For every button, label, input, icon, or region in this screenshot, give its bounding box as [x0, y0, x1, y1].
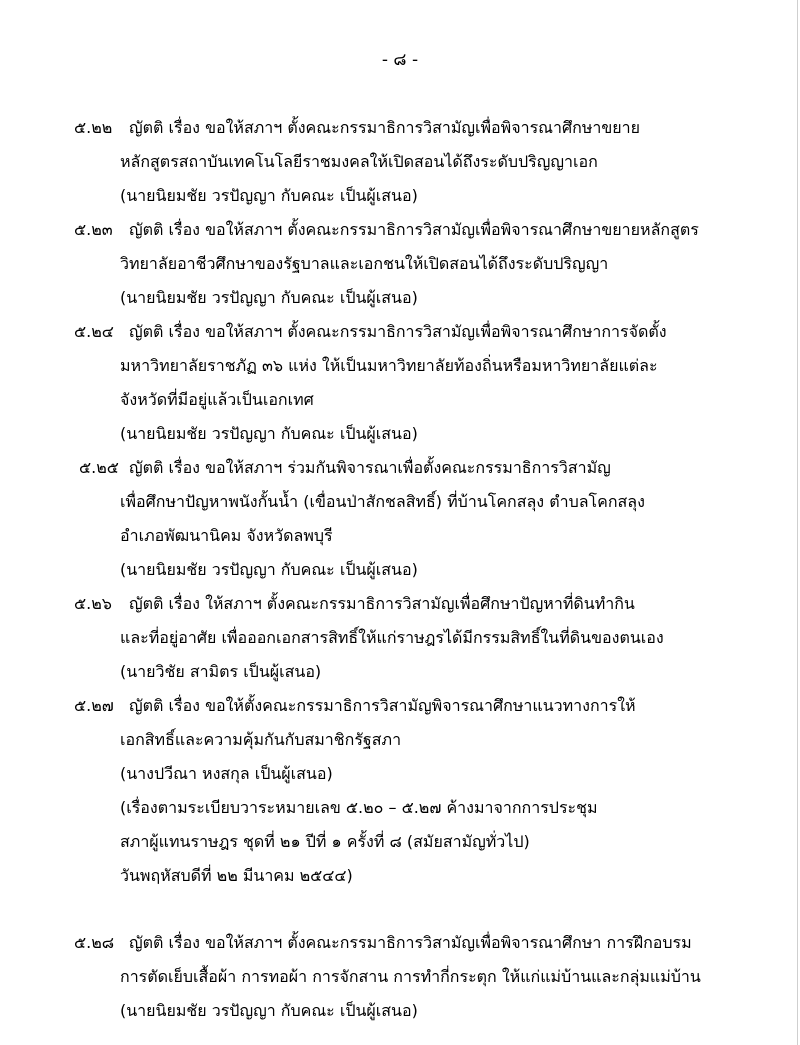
- page-number: - ๘ -: [381, 50, 419, 70]
- item-title-line: ญัตติ เรื่อง ขอให้ตั้งคณะกรรมาธิการวิสามัญพิจารณาศึกษาแนวทางการให้: [129, 696, 636, 715]
- item-proposer: (นางปวีณา หงสกุล เป็นผู้เสนอ): [120, 764, 333, 783]
- item-proposer: (นายนิยมชัย วรปัญญา กับคณะ เป็นผู้เสนอ): [120, 1001, 418, 1020]
- item-number: ๕.๒๖: [74, 594, 112, 613]
- item-title-line: จังหวัดที่มีอยู่แล้วเป็นเอกเทศ: [120, 390, 314, 409]
- item-title-line: ญัตติ เรื่อง ขอให้สภาฯ ตั้งคณะกรรมาธิการวิสามัญเพื่อพิจารณาศึกษาขยาย: [129, 118, 641, 137]
- item-note-line: วันพฤหัสบดีที่ ๒๒ มีนาคม ๒๕๔๔): [120, 866, 353, 885]
- item-proposer: (นายนิยมชัย วรปัญญา กับคณะ เป็นผู้เสนอ): [120, 560, 418, 579]
- page-edge: [797, 0, 798, 1045]
- item-note-line: สภาผู้แทนราษฎร ชุดที่ ๒๑ ปีที่ ๑ ครั้งที่ ๘ (สมัยสามัญทั่วไป): [120, 832, 530, 851]
- item-title-line: การตัดเย็บเสื้อผ้า การทอผ้า การจักสาน การทำกี่กระตุก ให้แก่แม่บ้านและกลุ่มแม่บ้าน: [120, 967, 701, 986]
- item-note-line: (เรื่องตามระเบียบวาระหมายเลข ๕.๒๐ – ๕.๒๗ ค้างมาจากการประชุม: [120, 798, 598, 817]
- item-proposer: (นายนิยมชัย วรปัญญา กับคณะ เป็นผู้เสนอ): [120, 424, 418, 443]
- item-proposer: (นายนิยมชัย วรปัญญา กับคณะ เป็นผู้เสนอ): [120, 186, 418, 205]
- item-title-line: ญัตติ เรื่อง ให้สภาฯ ตั้งคณะกรรมาธิการวิสามัญเพื่อศึกษาปัญหาที่ดินทำกิน: [129, 594, 635, 613]
- item-number: ๕.๒๗: [74, 696, 114, 715]
- item-number: ๕.๒๒: [74, 118, 113, 137]
- item-number: ๕.๒๘: [74, 933, 115, 952]
- item-title-line: ญัตติ เรื่อง ขอให้สภาฯ ตั้งคณะกรรมาธิการวิสามัญเพื่อพิจารณาศึกษาการจัดตั้ง: [129, 322, 667, 341]
- item-proposer: (นายนิยมชัย วรปัญญา กับคณะ เป็นผู้เสนอ): [120, 288, 418, 307]
- item-title-line: ญัตติ เรื่อง ขอให้สภาฯ ร่วมกันพิจารณาเพื่อตั้งคณะกรรมาธิการวิสามัญ: [129, 458, 611, 477]
- item-title-line: อำเภอพัฒนานิคม จังหวัดลพบุรี: [120, 526, 333, 545]
- item-title-line: เอกสิทธิ์และความคุ้มกันกับสมาชิกรัฐสภา: [120, 730, 402, 749]
- item-number: ๕.๒๕: [79, 458, 119, 477]
- item-proposer: (นายวิชัย สามิตร เป็นผู้เสนอ): [120, 662, 322, 681]
- item-title-line: หลักสูตรสถาบันเทคโนโลยีราชมงคลให้เปิดสอนได้ถึงระดับปริญญาเอก: [120, 152, 598, 171]
- item-title-line: ญัตติ เรื่อง ขอให้สภาฯ ตั้งคณะกรรมาธิการวิสามัญเพื่อพิจารณาศึกษาขยายหลักสูตร: [129, 220, 699, 239]
- item-title-line: ญัตติ เรื่อง ขอให้สภาฯ ตั้งคณะกรรมาธิการวิสามัญเพื่อพิจารณาศึกษา การฝึกอบรม: [129, 933, 692, 952]
- item-title-line: มหาวิทยาลัยราชภัฏ ๓๖ แห่ง ให้เป็นมหาวิทยาลัยท้องถิ่นหรือมหาวิทยาลัยแต่ละ: [120, 356, 658, 375]
- item-number: ๕.๒๓: [74, 220, 113, 239]
- item-number: ๕.๒๔: [74, 322, 114, 341]
- item-title-line: เพื่อศึกษาปัญหาพนังกั้นน้ำ (เขื่อนป่าสักชลสิทธิ์) ที่บ้านโคกสลุง ตำบลโคกสลุง: [120, 492, 645, 511]
- item-title-line: และที่อยู่อาศัย เพื่อออกเอกสารสิทธิ์ให้แก่ราษฎรได้มีกรรมสิทธิ์ในที่ดินของตนเอง: [120, 628, 664, 647]
- item-title-line: วิทยาลัยอาชีวศึกษาของรัฐบาลและเอกชนให้เปิดสอนได้ถึงระดับปริญญา: [120, 254, 609, 273]
